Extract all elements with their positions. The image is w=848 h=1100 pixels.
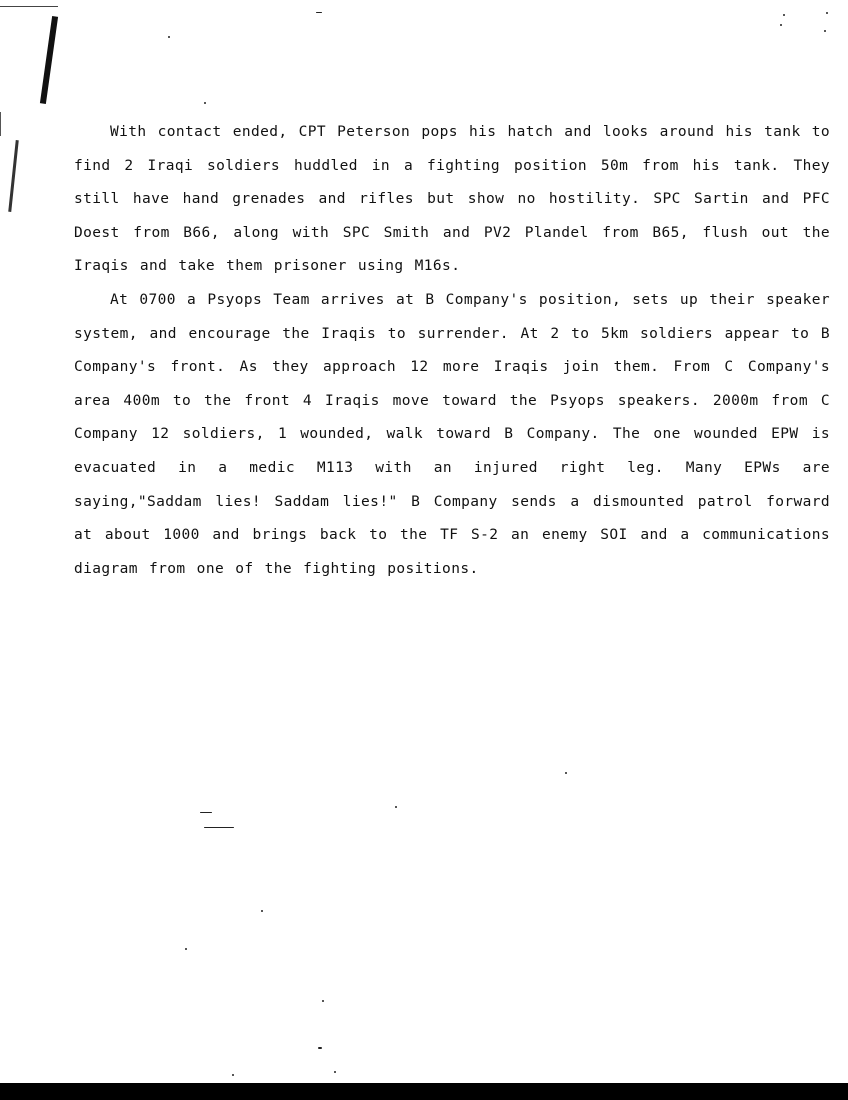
binding-mark-top [0,6,58,7]
document-body [74,116,830,586]
scan-speck [168,36,170,38]
scan-speck [395,806,397,808]
scanner-edge-bar [0,1083,848,1100]
scan-speck [780,24,782,26]
scan-speck [334,1071,336,1073]
scan-speck [318,1047,322,1049]
paragraph-1: With contact ended, CPT Peterson pops his hatch and looks around his tank to find 2 Iraqi soldiers huddled in a fighting position 50m from his tank. They still have hand grenades and rifles but show no hostility. SPC Sartin and PFC Doest from B66, along with SPC Smith and PV2 Plandel from B65, flush out the Iraqis and take them prisoner using M16s. [74,124,830,275]
scan-speck [316,12,322,13]
scan-speck [824,30,826,32]
scan-speck [826,12,828,14]
scan-speck [783,14,785,16]
margin-tick [0,112,1,136]
scan-speck [565,772,567,774]
scan-speck [204,827,234,828]
binding-mark-lower [8,140,19,212]
scan-speck [204,102,206,104]
scan-speck [232,1074,234,1076]
scan-speck [185,948,187,950]
paragraph-2: At 0700 a Psyops Team arrives at B Company's position, sets up their speaker system, and encourage the Iraqis to surrender. At 2 to 5km soldiers appear to B Company's front. As they approach 12 more Iraqis join them. From C Company's area 400m to the front 4 Iraqis move toward the Psyops speakers. 2000m from C Company 12 soldiers, 1 wounded, walk toward B Company. The one wounded EPW is evacuated in a medic M113 with an injured right leg. Many EPWs are saying,"Saddam lies! Saddam lies!" B Company sends a dismounted patrol forward at about 1000 and brings back to the TF S-2 an enemy SOI and a communications diagram from one of the fighting positions. [74,291,830,577]
binding-mark-stroke [40,16,58,104]
scan-speck [322,1000,324,1002]
scan-speck [200,812,212,813]
scan-speck [261,910,263,912]
